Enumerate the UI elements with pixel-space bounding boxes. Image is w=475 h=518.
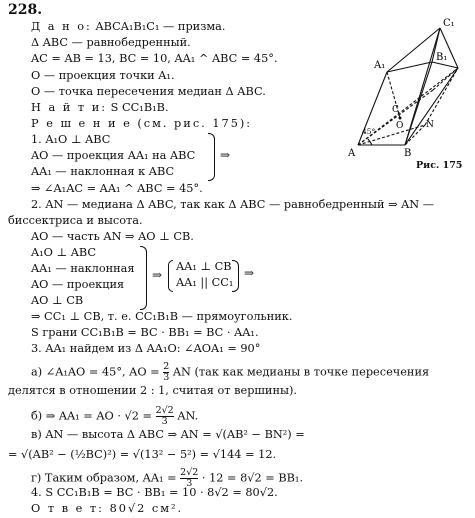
step3b-line xyxy=(31,406,198,427)
step1-line-d: ⇒ ∠A₁AC = AA₁ ^ ABC = 45°. xyxy=(31,182,203,195)
given-line-2: Δ ABC — равнобедренный. xyxy=(31,36,191,49)
label-c: C xyxy=(392,105,399,115)
given-line-5: O — точка пересечения медиан Δ ABC. xyxy=(31,85,266,98)
step1-line-b: AO — проекция AA₁ на ABC xyxy=(31,149,196,162)
step3a-line xyxy=(31,362,429,383)
step1-line-c: AA₁ — наклонная к ABC xyxy=(31,165,175,178)
step3a-post: AN (так как медианы в точке пересечения xyxy=(172,365,430,379)
figure-caption: Рис. 175 xyxy=(416,160,463,171)
step3a-num: 2 xyxy=(163,361,170,372)
step2-line-f: AO — проекция xyxy=(31,278,125,291)
step3d-post: · 12 = 8√2 = BB₁. xyxy=(201,471,304,485)
step3c-line-2: = √(AB² − (½BC)²) = √(13² − 5²) = √144 = 12. xyxy=(8,448,277,461)
given-prism: ABCA₁B₁C₁ — призма. xyxy=(95,20,226,33)
solution-label: Р е ш е н и е (см. рис. 175): xyxy=(31,117,253,130)
step2-line-d: A₁O ⊥ ABC xyxy=(31,246,97,259)
step3d-num: 2√2 xyxy=(180,467,199,478)
step2-brace-inner xyxy=(168,260,173,292)
step3d-pre: г) Таким образом, AA₁ = xyxy=(31,471,177,485)
find-label: Н а й т и: xyxy=(31,101,108,114)
step3a-pre: а) ∠A₁AO = 45°, AO = xyxy=(31,365,160,379)
label-n: N xyxy=(426,120,434,130)
step1-arrow: ⇒ xyxy=(220,148,231,162)
step3b-pre: б) ⇒ AA₁ = AO · √2 = xyxy=(31,409,152,423)
given-line-1 xyxy=(31,20,225,34)
prism-drawing xyxy=(340,10,470,170)
step2-line-a: 2. AN — медиана Δ ABC, так как Δ ABC — равнобедренный ⇒ AN — xyxy=(31,198,435,211)
step3d-den: 3 xyxy=(186,478,193,489)
step3b-den: 3 xyxy=(161,416,168,427)
step2-line-k: S грани CC₁B₁B = BC · BB₁ = BC · AA₁. xyxy=(31,326,259,339)
given-line-3: AC = AB = 13, BC = 10, AA₁ ^ ABC = 45°. xyxy=(31,52,278,65)
figure-175 xyxy=(340,10,470,170)
label-a1: A₁ xyxy=(374,60,386,71)
given-line-4: O — проекция точки A₁. xyxy=(31,69,175,82)
step2-line-g: AO ⊥ CB xyxy=(31,294,84,307)
step1-brace xyxy=(208,133,215,181)
label-b: B xyxy=(404,148,412,159)
find-line xyxy=(31,101,169,115)
step3a-line-2: делятся в отношении 2 : 1, считая от вершины). xyxy=(8,384,297,397)
label-o: O xyxy=(396,121,404,131)
label-b1: B₁ xyxy=(436,52,448,63)
step3b-post: AN. xyxy=(177,409,199,423)
label-angle: 45° xyxy=(362,127,376,136)
step2-line-c: AO — часть AN ⇒ AO ⊥ CB. xyxy=(31,230,194,243)
step2-arrow-2: ⇒ xyxy=(244,266,255,280)
step3b-fraction xyxy=(156,406,174,427)
step3a-den: 3 xyxy=(163,372,170,383)
step3b-num: 2√2 xyxy=(155,405,174,416)
step3-line: 3. AA₁ найдем из Δ AA₁O: ∠AOA₁ = 90° xyxy=(31,342,261,355)
step2-brace-2 xyxy=(232,260,239,292)
given-label: Д а н о: xyxy=(31,20,92,33)
step3c-line: в) AN — высота Δ ABC ⇒ AN = √(AB² − BN²) = xyxy=(31,428,305,441)
step2-arrow-1: ⇒ xyxy=(152,268,163,282)
find-value: S CC₁B₁B. xyxy=(110,101,169,114)
step2-line-i: AA₁ || CC₁ xyxy=(176,276,234,289)
step2-line-e: AA₁ — наклонная xyxy=(31,262,135,275)
step2-brace-1 xyxy=(140,246,147,310)
step2-line-b: биссектриса и высота. xyxy=(8,214,143,227)
step1-line-a: 1. A₁O ⊥ ABC xyxy=(31,133,111,146)
step2-line-h: AA₁ ⊥ CB xyxy=(176,260,232,273)
problem-number: 228. xyxy=(8,2,43,18)
step4-line: 4. S CC₁B₁B = BC · BB₁ = 10 · 8√2 = 80√2. xyxy=(31,486,278,499)
step2-line-j: ⇒ CC₁ ⊥ CB, т. е. CC₁B₁B — прямоугольник. xyxy=(31,310,293,323)
step3a-fraction xyxy=(163,362,169,383)
label-a: A xyxy=(348,148,356,159)
label-c1: C₁ xyxy=(443,18,455,29)
answer-line: О т в е т: 80√2 см². xyxy=(31,502,184,515)
